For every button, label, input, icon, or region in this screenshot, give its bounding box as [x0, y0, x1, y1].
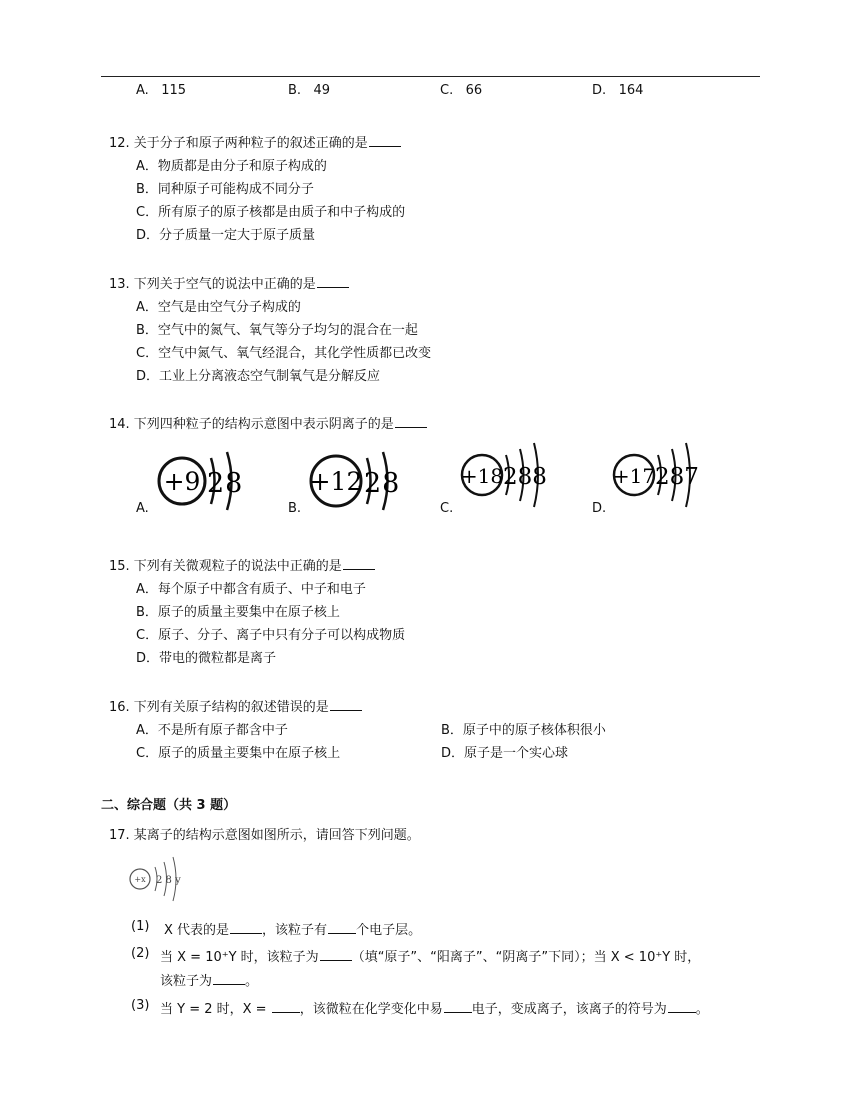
q13-option-d[interactable]: D．工业上分离液态空气制氧气是分解反应 [136, 369, 381, 384]
q12-option-a[interactable]: A．物质都是由分子和原子构成的 [136, 159, 327, 174]
q11-option-c[interactable]: C. 66 [440, 83, 483, 98]
q17-sub2-num: (2) [131, 946, 150, 961]
q12-option-c[interactable]: C．所有原子的原子核都是由质子和中子构成的 [136, 205, 406, 220]
q11-option-d[interactable]: D. 164 [592, 83, 644, 98]
nucleus-label: +9 [163, 467, 201, 496]
q16-option-c[interactable]: C．原子的质量主要集中在原子核上 [136, 746, 341, 761]
q11-option-a[interactable]: A. 115 [136, 83, 187, 98]
nucleus-label: +x [134, 875, 146, 884]
q14-stem: 14. 下列四种粒子的结构示意图中表示阴离子的是 [109, 413, 427, 432]
q17-sub2: 当 X = 10⁺Y 时，该粒子为 （填“原子”、“阳离子”、“阴离子”下同）；当 X < 10⁺Y 时， [160, 950, 701, 965]
q13-option-c[interactable]: C．空气中氮气、氧气经混合，其化学性质都已改变 [136, 346, 432, 361]
q12-stem: 12. 关于分子和原子两种粒子的叙述正确的是 [109, 132, 401, 151]
answer-blank[interactable] [230, 921, 262, 934]
q16-stem: 16. 下列有关原子结构的叙述错误的是 [109, 696, 362, 715]
q16-option-b[interactable]: B．原子中的原子核体积很小 [441, 723, 606, 738]
answer-blank[interactable] [213, 972, 245, 985]
nucleus-label: +18 [460, 464, 504, 488]
q13-stem: 13. 下列关于空气的说法中正确的是 [109, 273, 349, 292]
q14-option-b-letter[interactable]: B. [288, 501, 302, 516]
q17-sub1: X 代表的是 ，该粒子有 个电子层。 [164, 923, 422, 938]
q12-option-b[interactable]: B．同种原子可能构成不同分子 [136, 182, 314, 197]
q17-sub2-cont: 该粒子为 。 [160, 974, 259, 989]
q14-option-a-letter[interactable]: A. [136, 501, 149, 516]
answer-blank[interactable] [317, 275, 349, 288]
q15-option-b[interactable]: B．原子的质量主要集中在原子核上 [136, 605, 340, 620]
shell-electrons: 28 [207, 468, 244, 499]
answer-blank[interactable] [369, 134, 401, 147]
shell-electrons: 2 8 y [156, 875, 181, 886]
q14-option-c-letter[interactable]: C. [440, 501, 454, 516]
answer-blank[interactable] [330, 698, 362, 711]
atom-diagram-b [308, 448, 403, 516]
q12-option-d[interactable]: D．分子质量一定大于原子质量 [136, 228, 316, 243]
q15-stem: 15. 下列有关微观粒子的说法中正确的是 [109, 555, 375, 574]
shell-electrons: 28 [364, 468, 401, 499]
shell-electrons: 288 [503, 464, 547, 490]
atom-diagram-a [156, 448, 251, 516]
nucleus-label: +17 [612, 464, 656, 488]
answer-blank[interactable] [272, 1000, 300, 1013]
ion-diagram [126, 850, 188, 908]
q11-option-b[interactable]: B. 49 [288, 83, 331, 98]
q17-sub3: 当 Y = 2 时，X = ，该微粒在化学变化中易 电子，变成离子，该离子的符号为 。 [160, 1002, 709, 1017]
q17-sub1-num: (1) [131, 919, 150, 934]
q16-option-d[interactable]: D．原子是一个实心球 [441, 746, 569, 761]
shell-electrons: 287 [655, 464, 699, 490]
atom-diagram-c [460, 441, 555, 517]
q14-option-d-letter[interactable]: D. [592, 501, 607, 516]
q15-option-d[interactable]: D．带电的微粒都是离子 [136, 651, 277, 666]
atom-diagram-d [612, 441, 707, 517]
q17-sub3-num: (3) [131, 998, 150, 1013]
q15-option-a[interactable]: A．每个原子中都含有质子、中子和电子 [136, 582, 366, 597]
answer-blank[interactable] [668, 1000, 696, 1013]
q17-stem: 17. 某离子的结构示意图如图所示，请回答下列问题。 [109, 828, 420, 843]
answer-blank[interactable] [343, 557, 375, 570]
answer-blank[interactable] [328, 921, 356, 934]
answer-blank[interactable] [395, 415, 427, 428]
header-rule [101, 76, 760, 77]
section-title: 二、综合题（共 3 题） [101, 798, 237, 813]
answer-blank[interactable] [320, 948, 352, 961]
q16-option-a[interactable]: A．不是所有原子都含中子 [136, 723, 288, 738]
nucleus-label: +12 [309, 467, 363, 496]
q13-option-b[interactable]: B．空气中的氮气、氧气等分子均匀的混合在一起 [136, 323, 418, 338]
q13-option-a[interactable]: A．空气是由空气分子构成的 [136, 300, 301, 315]
answer-blank[interactable] [444, 1000, 472, 1013]
q15-option-c[interactable]: C．原子、分子、离子中只有分子可以构成物质 [136, 628, 406, 643]
